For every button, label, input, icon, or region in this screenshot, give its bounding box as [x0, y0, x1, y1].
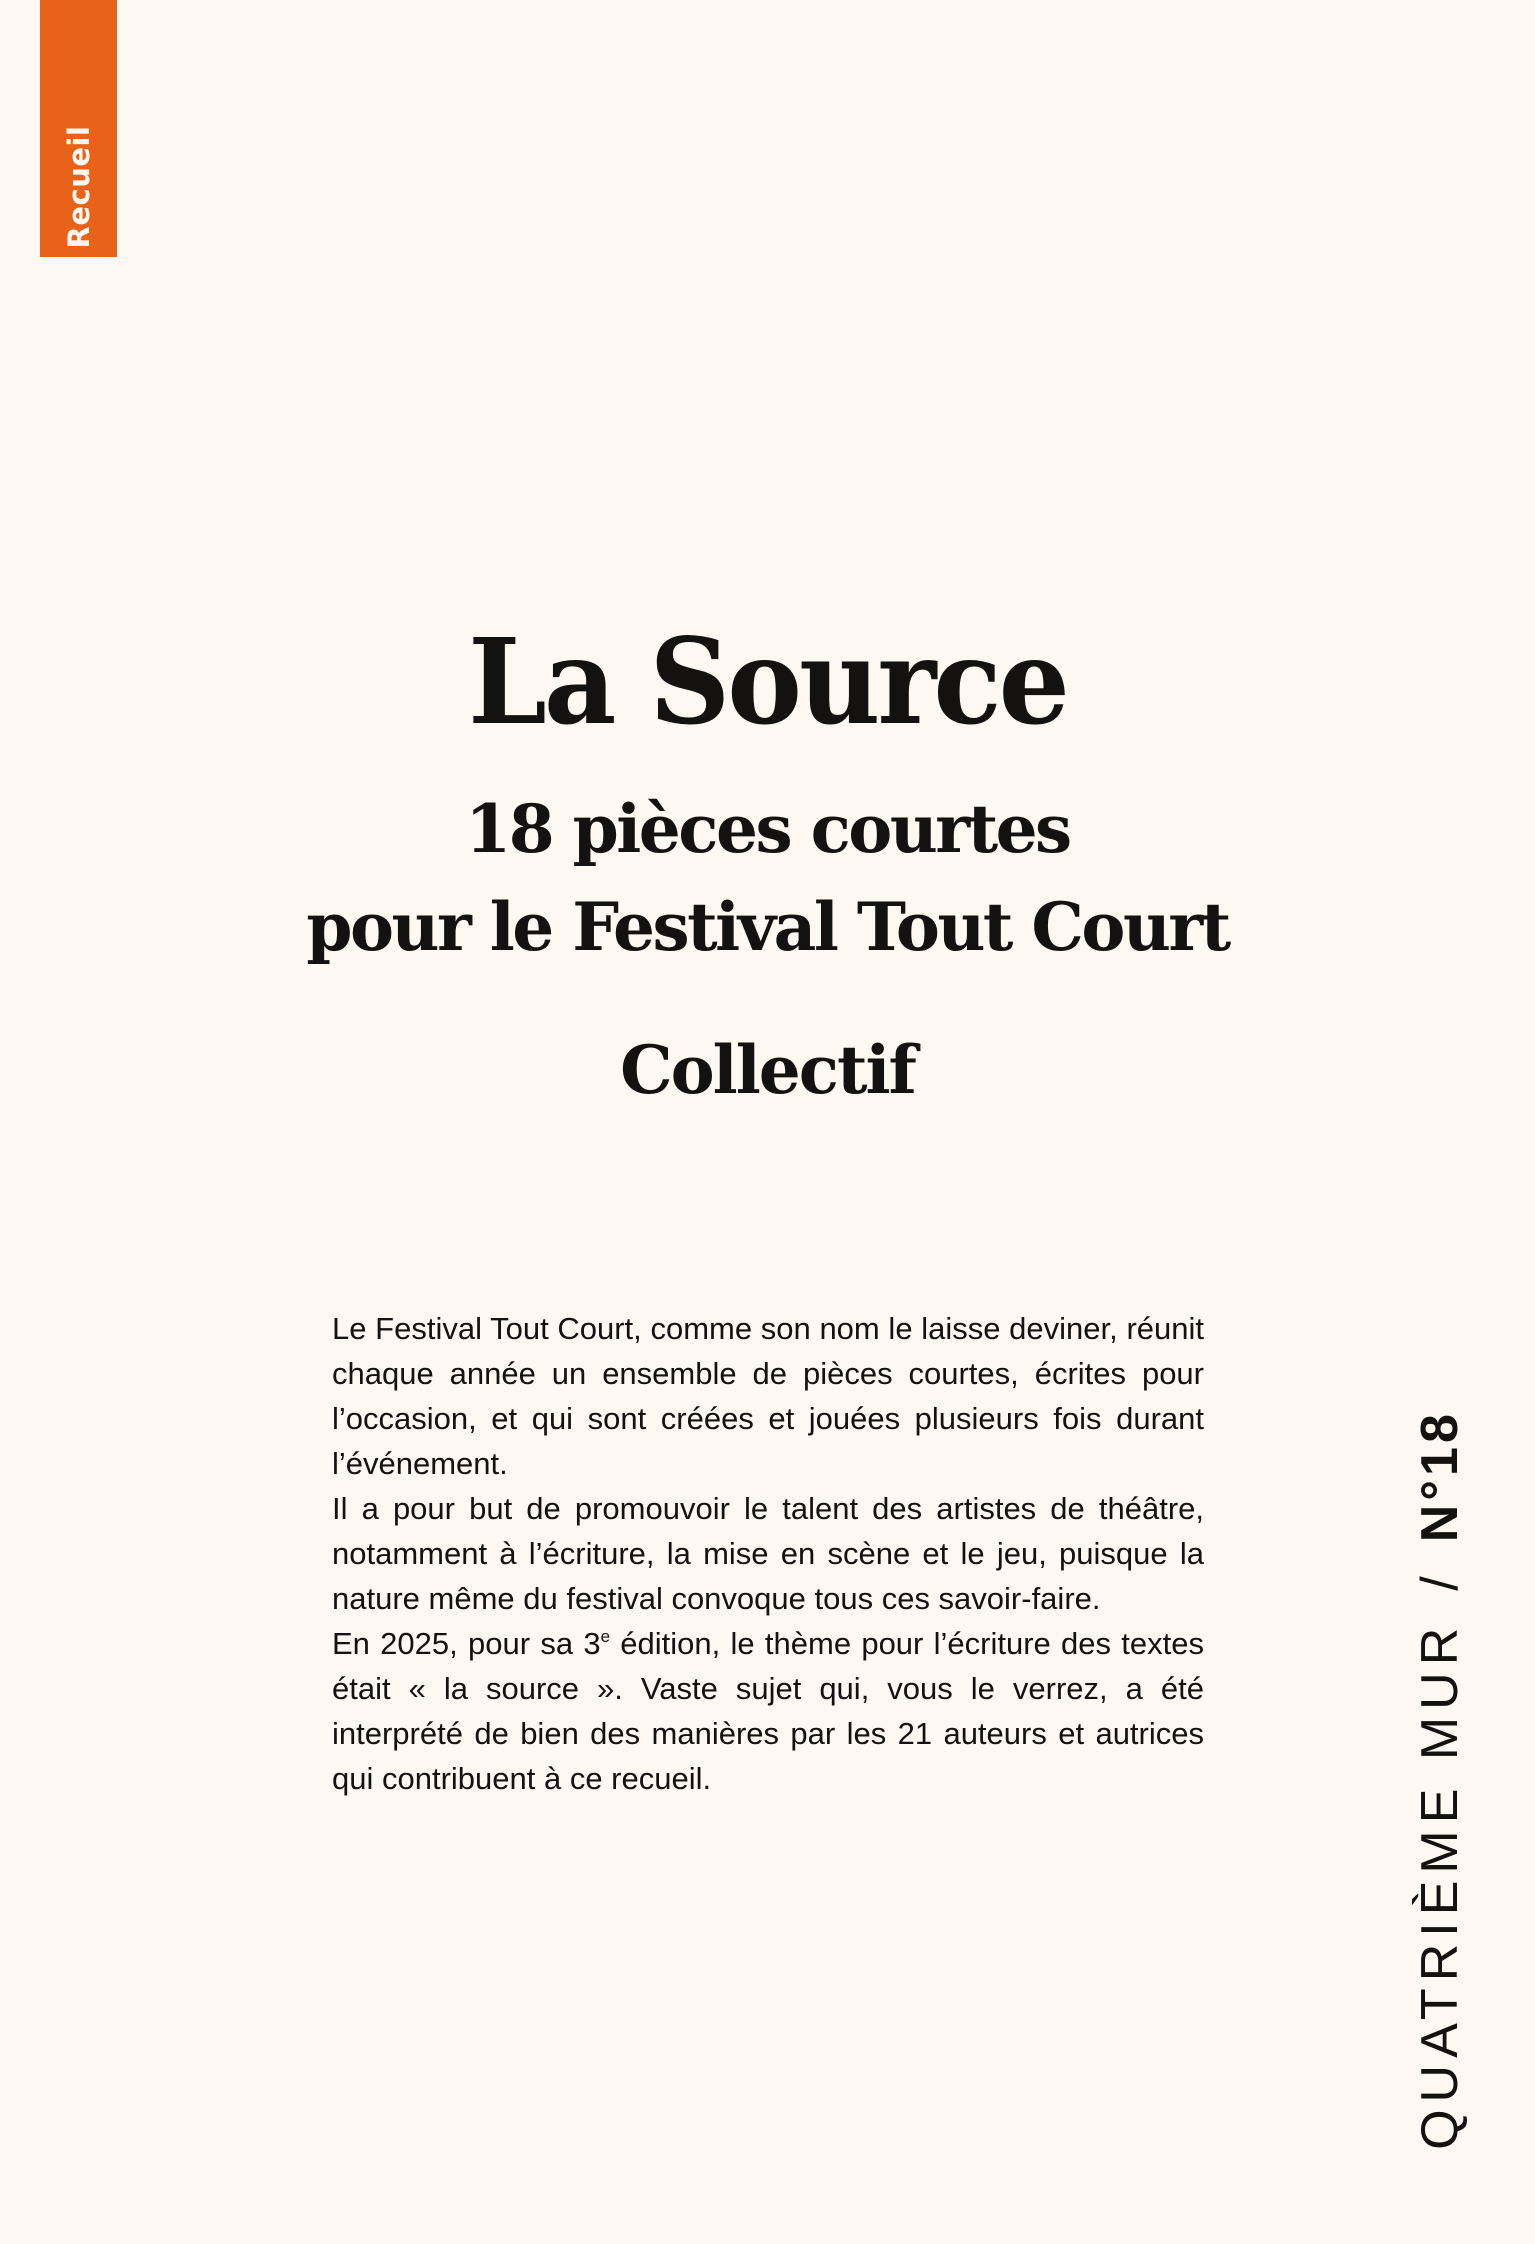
- blurb-paragraph-2: Il a pour but de promouvoir le talent des artistes de théâtre, notamment à l’écriture, la mise en scène et le jeu, puisque la nature même du festival convoque tous ces savoir-faire.: [332, 1491, 1204, 1616]
- blurb-paragraph-3-start: En 2025, pour sa 3: [332, 1626, 601, 1661]
- back-cover-blurb: [332, 1306, 1204, 1801]
- series-label: [1410, 1410, 1470, 2150]
- blurb-paragraph-3: [332, 1621, 1204, 1801]
- series-name: QUATRIÈME MUR: [1411, 1620, 1469, 2150]
- blurb-paragraph-1: Le Festival Tout Court, comme son nom le laisse deviner, réunit chaque année un ensemble de pièces courtes, écrites pour l’occasion, et qui sont créées et jouées plusieurs fois durant l’événement.: [332, 1311, 1204, 1481]
- category-label: Recueil: [61, 125, 96, 249]
- category-tab: [40, 0, 117, 257]
- book-subtitle: [0, 780, 1535, 976]
- series-number: N°18: [1411, 1410, 1469, 1543]
- subtitle-line-2: pour le Festival Tout Court: [306, 888, 1229, 966]
- book-title: La Source: [468, 613, 1067, 752]
- blurb-paragraph-3-end: édition, le thème pour l’écriture des textes était « la source ». Vaste sujet qui, vous le verrez, a été interprété de bien des manières par les 21 auteurs et autrices qui contribuent à ce recueil.: [332, 1626, 1204, 1796]
- series-separator: /: [1411, 1576, 1469, 1591]
- subtitle-line-1: 18 pièces courtes: [465, 790, 1070, 868]
- ordinal-superscript: e: [600, 1627, 611, 1646]
- book-author: Collectif: [620, 1031, 915, 1109]
